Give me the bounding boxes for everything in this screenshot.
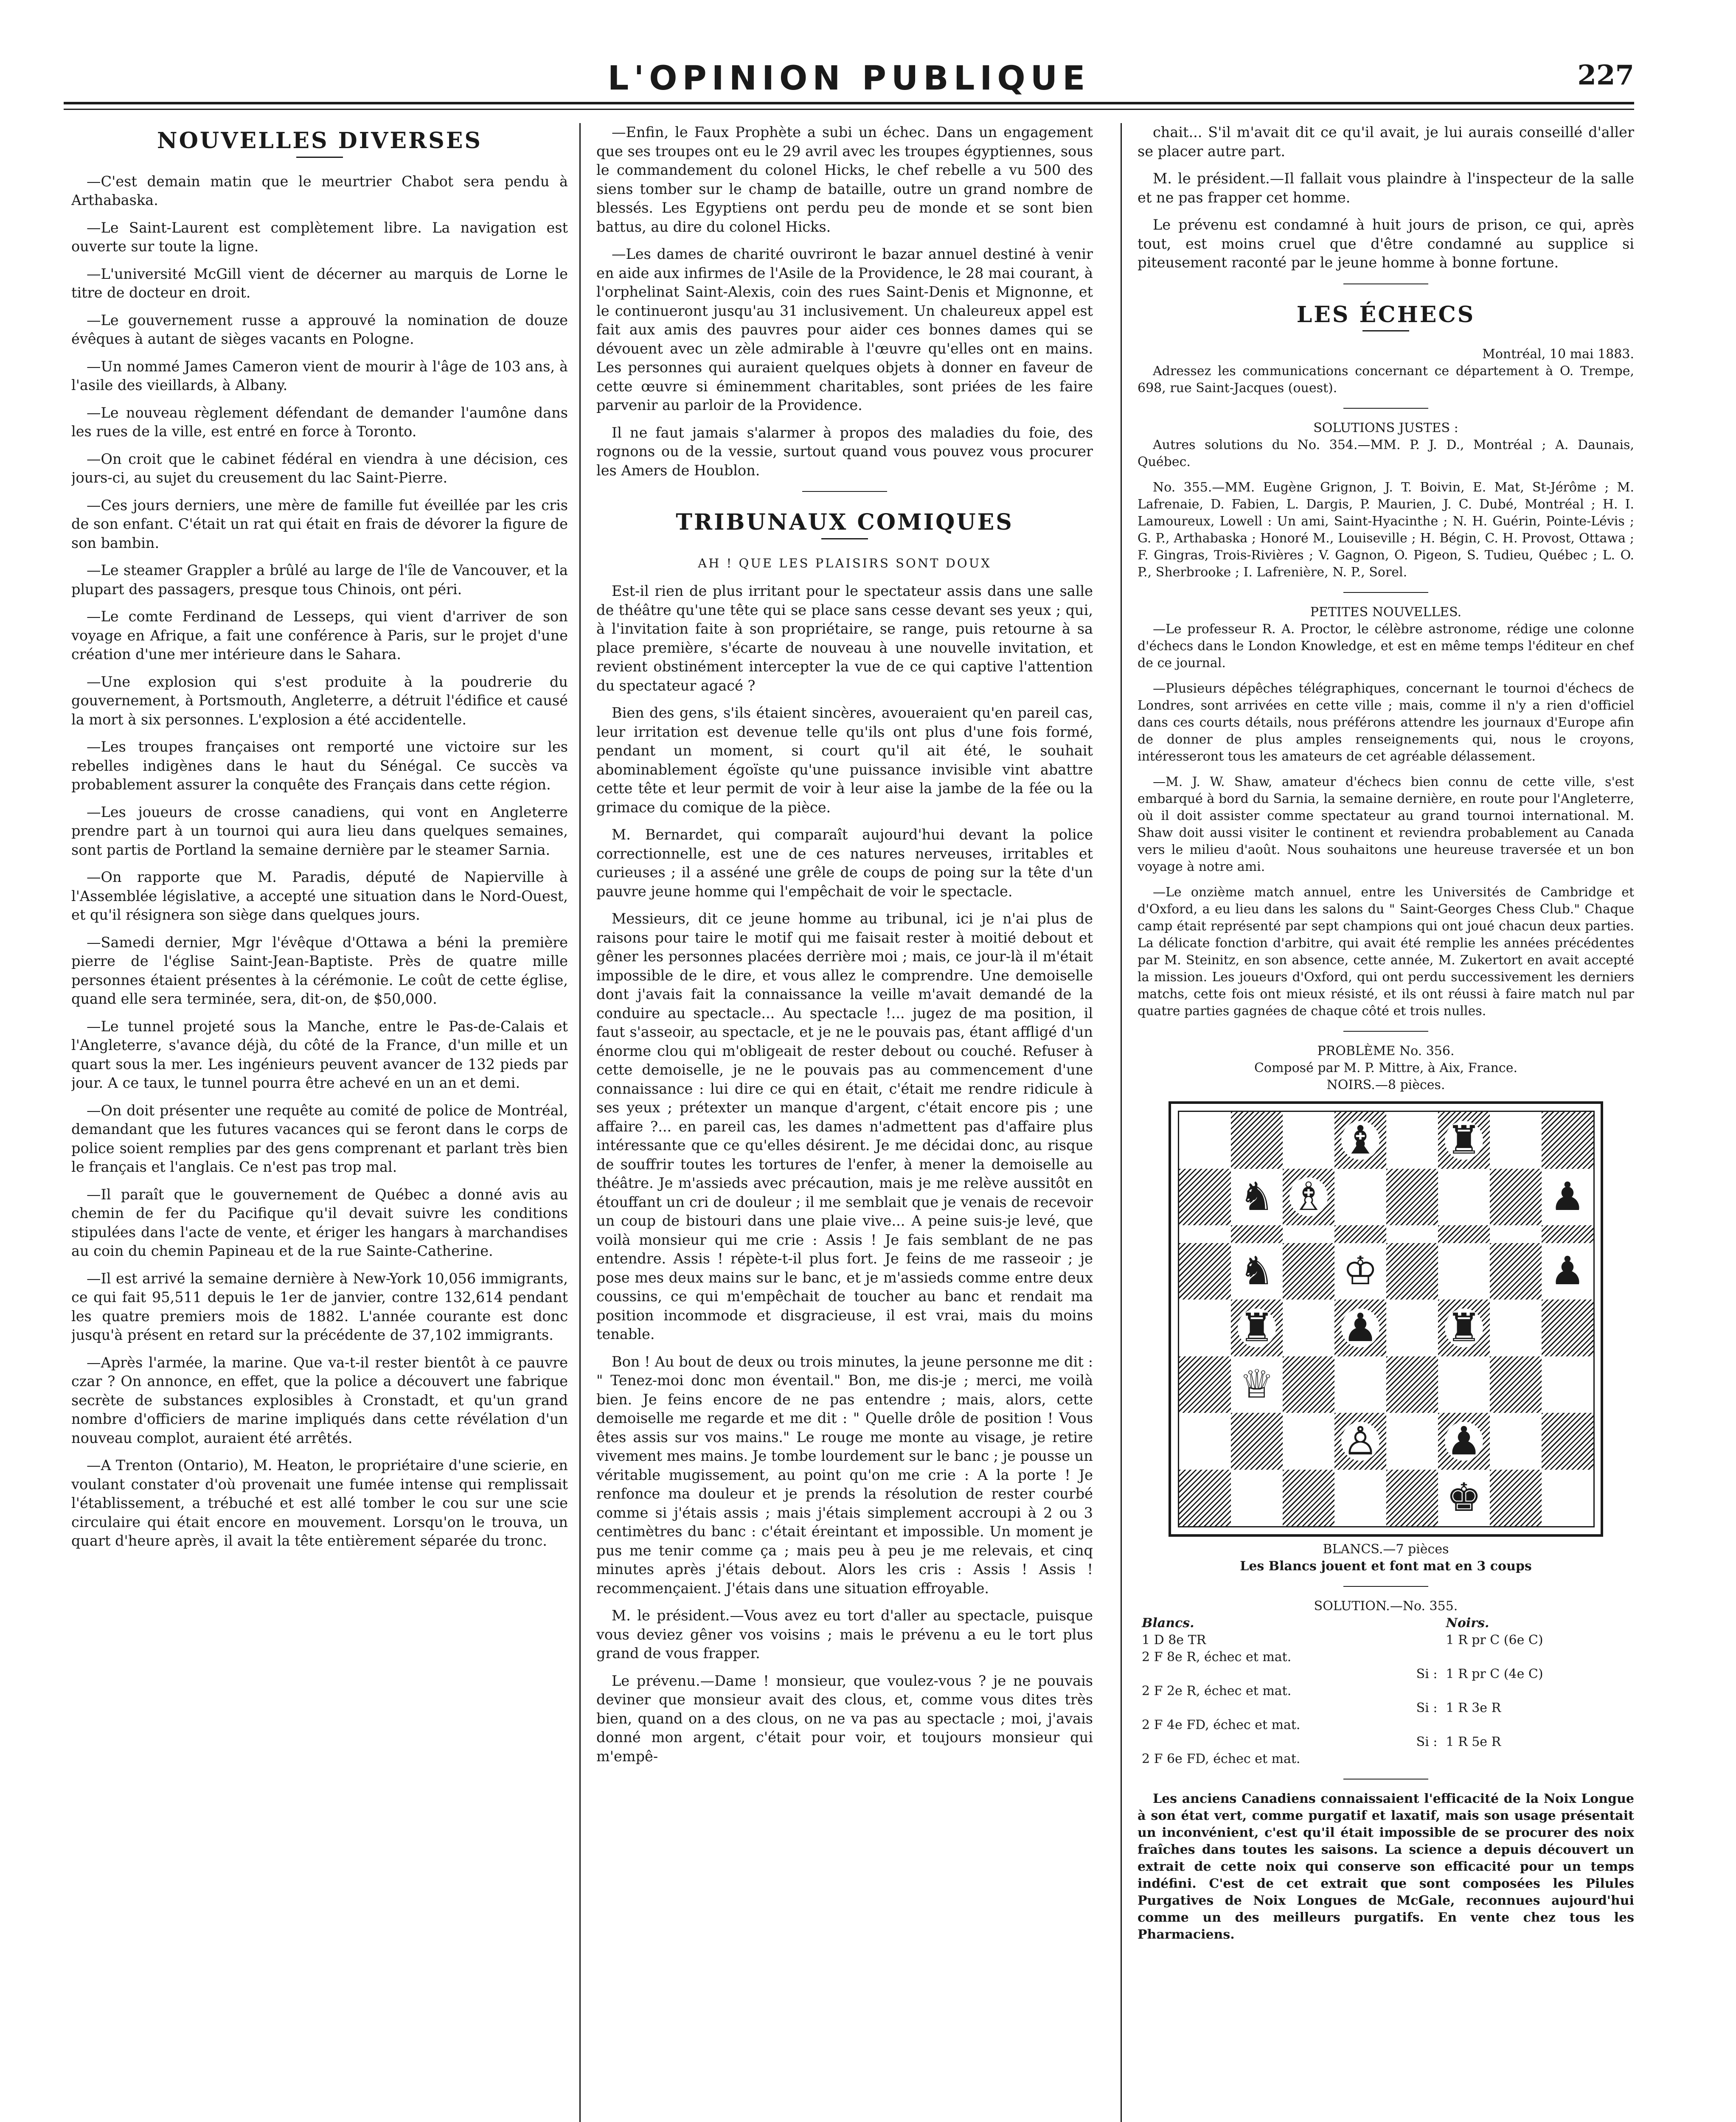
board-square — [1490, 1225, 1542, 1243]
board-square — [1490, 1243, 1542, 1300]
board-square — [1438, 1225, 1490, 1243]
white-move: 1 D 8e TR — [1142, 1633, 1206, 1648]
section-headline: TRIBUNAUX COMIQUES — [676, 509, 1014, 535]
column-2 — [596, 123, 1093, 2122]
address-notice: Adressez les communications concernant ce département à O. Trempe, 698, rue Saint-Jacques (ouest). — [1138, 364, 1634, 396]
news-item: —Ces jours derniers, une mère de famille fut éveillée par les cris de son enfant. C'était un rat qui était en frais de dévorer la figure de son bambin. — [71, 497, 568, 551]
board-square — [1542, 1413, 1593, 1470]
board-square — [1438, 1413, 1490, 1470]
section-headline: NOUVELLES DIVERSES — [157, 128, 482, 154]
problem-caption: Les Blancs jouent et font mat en 3 coups — [1240, 1559, 1532, 1574]
black-move — [1441, 1717, 1634, 1734]
divider — [1343, 283, 1428, 284]
white-move: 2 F 2e R, échec et mat. — [1142, 1684, 1292, 1698]
solution-table — [1138, 1615, 1634, 1768]
chess-piece-icon: ♟ — [1548, 1252, 1587, 1291]
black-column-header: Noirs. — [1446, 1616, 1489, 1631]
board-square — [1386, 1300, 1438, 1356]
move-row — [1138, 1734, 1634, 1751]
board-square — [1334, 1243, 1386, 1300]
news-item: —A Trenton (Ontario), M. Heaton, le propriétaire d'une scierie, en voulant constater d'où provenait une fumée intense qui remplissait l'établissement, a trébuché et est allé tomber le cou sur une scie circulaire qui était encore en mouvement. Lorsqu'on le trouva, un quart d'heure après, il avait la tête entièrement séparée du tronc. — [71, 1457, 568, 1549]
masthead-rule — [64, 102, 1634, 104]
white-column-header: Blancs. — [1142, 1616, 1194, 1631]
board-square — [1490, 1356, 1542, 1413]
chess-piece-icon: ♞ — [1238, 1252, 1276, 1291]
column-divider — [1121, 123, 1122, 2122]
white-move: Si : — [1416, 1735, 1438, 1749]
news-item: —Enfin, le Faux Prophète a subi un échec. Dans un engagement que ses troupes ont eu le 29 avril avec les troupes égyptiennes, sous le commandement du colonel Hicks, le chef rebelle a vu 500 des siens tomber sur le champ de bataille, outre un grand nombre de blessés. Les Egyptiens ont perdu peu de monde et se sont bien battus, au dire du colonel Hicks. — [596, 124, 1093, 235]
story-paragraph: M. Bernardet, qui comparaît aujourd'hui devant la police correctionnelle, est une de ces natures nerveuses, irritables et curieuses ; il a asséné une grêle de coups de poing sur la tête d'un pauvre jeune homme qui l'empêchait de voir le spectacle. — [596, 826, 1093, 900]
chess-piece-icon: ♜ — [1445, 1308, 1483, 1347]
white-pieces-label: BLANCS.—7 pièces — [1323, 1542, 1449, 1557]
board-square — [1438, 1243, 1490, 1300]
white-move: 2 F 4e FD, échec et mat. — [1142, 1718, 1301, 1732]
news-heading: PETITES NOUVELLES. — [1310, 605, 1462, 620]
headline-rule — [821, 538, 868, 539]
news-item: —Un nommé James Cameron vient de mourir à l'âge de 103 ans, à l'asile des vieillards, à Albany. — [71, 358, 568, 393]
news-item: —Le comte Ferdinand de Lesseps, qui vient d'arriver de son voyage en Afrique, a fait une conférence à Paris, sur le projet d'une création d'une mer intérieure dans le Sahara. — [71, 608, 568, 662]
move-row — [1138, 1649, 1634, 1666]
board-square — [1231, 1243, 1283, 1300]
board-square — [1283, 1225, 1334, 1243]
news-item: Il ne faut jamais s'alarmer à propos des maladies du foie, des rognons ou de la vessie, surtout quand vous pouvez vous procurer les Amers de Houblon. — [596, 424, 1093, 479]
advertisement: Les anciens Canadiens connaissaient l'efficacité de la Noix Longue à son état vert, comme purgatif et laxatif, mais son usage présentait un inconvénient, c'est qu'il était impossible de se procurer des noix fraîches dans toutes les saisons. La science a depuis découvert un extrait de cette noix qui conserve son efficacité pour un temps indéfini. C'est de cet extrait que sont composées les Pilules Purgatives de Noix Longues de McGale, reconnues aujourd'hui comme un des meilleurs purgatifs. En vente chez tous les Pharmaciens. — [1138, 1791, 1634, 1942]
board-square — [1231, 1169, 1283, 1226]
story-paragraph: Est-il rien de plus irritant pour le spectateur assis dans une salle de théâtre qu'une tête qui se place sans cesse devant ses yeux ; qui, à l'invitation faite à son propriétaire, se range, puis retourne à sa place première, s'écarte de nouveau à une nouvelle invitation, et revient obstinément intercepter la vue de ce qui captive l'attention du spectateur agacé ? — [596, 583, 1093, 694]
board-square — [1334, 1300, 1386, 1356]
board-square — [1542, 1112, 1593, 1169]
board-square — [1179, 1225, 1231, 1243]
divider — [1343, 1586, 1428, 1587]
solutions-list — [1138, 437, 1634, 581]
board-square — [1179, 1300, 1231, 1356]
board-square — [1179, 1169, 1231, 1226]
board-square — [1231, 1356, 1283, 1413]
board-square — [1334, 1112, 1386, 1169]
chess-news-item: —Plusieurs dépêches télégraphiques, concernant le tournoi d'échecs de Londres, sont arrivées en cette ville ; mais, comme il n'y a rien d'officiel dans ces courts détails, nous préférons attendre les journaux d'Europe afin de donner de plus amples renseignements qui, nous le croyons, intéresseront tous les amateurs de cet agréable délassement. — [1138, 681, 1634, 764]
news-item: —Il paraît que le gouvernement de Québec a donné avis au chemin de fer du Pacifique qu'il devait suivre les conditions stipulées dans l'acte de vente, et ériger les hangars à marchandises au coin du chemin Papineau et de la rue Sainte-Catherine. — [71, 1186, 568, 1259]
board-square — [1490, 1413, 1542, 1470]
solution-moves — [1138, 1632, 1634, 1768]
white-move: Si : — [1416, 1701, 1438, 1715]
news-item: —Les joueurs de crosse canadiens, qui vont en Angleterre prendre part à un tournoi qui aura lieu dans quelques semaines, sont partis de Portland la semaine dernière par le steamer Sarnia. — [71, 803, 568, 858]
chess-diagram — [1169, 1101, 1603, 1537]
board-square — [1334, 1413, 1386, 1470]
board-square — [1386, 1225, 1438, 1243]
board-square — [1179, 1413, 1231, 1470]
page-number: 227 — [1577, 59, 1634, 91]
news-item: —Les dames de charité ouvriront le bazar annuel destiné à venir en aide aux infirmes de l'Asile de la Providence, le 28 mai courant, à l'orphelinat Saint-Alexis, coin des rues Saint-Denis et Mignonne, et le continueront jusqu'au 31 inclusivement. Un chaleureux appel est fait aux amis des pauvres pour aider ces bonnes dames qui se dévouent avec un zèle admirable à l'œuvre qu'elles ont en mains. Les personnes qui auraient quelques objets à donner en faveur de cette œuvre si éminemment charitables, sont priées de les faire parvenir au parloir de la Providence. — [596, 246, 1093, 413]
newspaper-title: L'OPINION PUBLIQUE — [607, 59, 1090, 98]
chess-news-list — [1138, 621, 1634, 1020]
column-3 — [1138, 123, 1634, 2122]
chess-news-item: —Le professeur R. A. Proctor, le célèbre astronome, rédige une colonne d'échecs dans le London Knowledge, et est en même temps l'éditeur en chef de ce journal. — [1138, 622, 1634, 671]
board-square — [1179, 1112, 1231, 1169]
news-item: —Le gouvernement russe a approuvé la nomination de douze évêques à autant de sièges vacants en Pologne. — [71, 312, 568, 347]
move-row — [1138, 1717, 1634, 1734]
chess-piece-icon: ♜ — [1445, 1121, 1483, 1160]
board-square — [1334, 1356, 1386, 1413]
divider — [1343, 592, 1428, 593]
problem-composer: Composé par M. P. Mittre, à Aix, France. — [1254, 1061, 1518, 1075]
article-subhead: AH ! QUE LES PLAISIRS SONT DOUX — [698, 556, 992, 570]
board-square — [1542, 1470, 1593, 1527]
board-square — [1231, 1225, 1283, 1243]
board-square — [1386, 1356, 1438, 1413]
black-move — [1441, 1751, 1634, 1768]
section-headline: LES ÉCHECS — [1296, 301, 1475, 328]
news-item: —On doit présenter une requête au comité de police de Montréal, demandant que les futures vacances qui se feront dans le corps de police soient remplies par des gens comprenant et parlant très bien le français et l'anglais. Ce n'est pas trop mal. — [71, 1102, 568, 1175]
column-divider — [579, 123, 581, 2122]
chess-piece-icon: ♗ — [1289, 1177, 1328, 1216]
board-square — [1231, 1300, 1283, 1356]
board-square — [1283, 1243, 1334, 1300]
article-body-continued — [1138, 123, 1634, 272]
chess-piece-icon: ♕ — [1238, 1365, 1276, 1404]
move-row — [1138, 1632, 1634, 1649]
board-square — [1542, 1356, 1593, 1413]
solution-entry: Autres solutions du No. 354.—MM. P. J. D., Montréal ; A. Daunais, Québec. — [1138, 438, 1634, 469]
story-paragraph: chait... S'il m'avait dit ce qu'il avait, je lui aurais conseillé d'aller se placer autre part. — [1138, 124, 1634, 160]
news-item: —On croit que le cabinet fédéral en viendra à une décision, ces jours-ci, au sujet du creusement du lac Saint-Pierre. — [71, 450, 568, 486]
solution-heading: SOLUTION.—No. 355. — [1314, 1599, 1458, 1614]
divider — [1343, 1031, 1428, 1032]
board-square — [1542, 1225, 1593, 1243]
board-square — [1283, 1300, 1334, 1356]
board-square — [1490, 1300, 1542, 1356]
chess-piece-icon: ♚ — [1445, 1478, 1483, 1517]
move-row — [1138, 1666, 1634, 1683]
board-square — [1490, 1112, 1542, 1169]
solutions-heading: SOLUTIONS JUSTES : — [1313, 421, 1458, 435]
white-move: 2 F 6e FD, échec et mat. — [1142, 1751, 1301, 1766]
board-square — [1231, 1470, 1283, 1527]
white-move: Si : — [1416, 1667, 1438, 1681]
story-paragraph: M. le président.—Vous avez eu tort d'aller au spectacle, puisque vous deviez gêner vos voisins ; mais le prévenu a eu le tort plus grand de vous frapper. — [596, 1607, 1093, 1662]
chess-news-item: —Le onzième match annuel, entre les Universités de Cambridge et d'Oxford, a eu lieu dans les salons du " Saint-Georges Chess Club." Chaque camp était représenté par sept champions qui ont joué chacun deux parties. La délicate fonction d'arbitre, qui avait été remplie les années précédentes par M. Steinitz, en son absence, cette année, M. Zukertort en avait accepté la mission. Les joueurs d'Oxford, qui ont perdu successivement les derniers matchs, cette fois ont mieux résisté, et ils ont réussi à faire match nul par quatre parties gagnées de chaque côté et trois nulles. — [1138, 885, 1634, 1019]
board-square — [1386, 1169, 1438, 1226]
story-paragraph: Messieurs, dit ce jeune homme au tribunal, ici je n'ai plus de raisons pour taire le motif qui me faisait rester à moitié debout et gêner les personnes placées derrière moi ; mais, ce jour-là il m'était impossible de le dire, et vous allez le comprendre. Une demoiselle dont j'avais fait la connaissance la veille m'avait demandé de la conduire au spectacle... Au spectacle !... jugez de ma position, il faut s'asseoir, au spectacle, et je ne le pouvais pas, étant affligé d'un énorme clou qui m'obligeait de rester debout ou couché. Refuser à cette demoiselle, je ne le pouvais pas au commencement d'une connaissance : lui dire ce qui en était, c'était me rendre ridicule à ses yeux ; prétexter un manque d'argent, c'était encore pis ; une affaire ?... en pareil cas, les dames n'admettent pas d'affaire plus intéressante que ce qu'elles désirent. Je me décidai donc, au risque de souffrir toutes les tortures de l'enfer, à mener la demoiselle au théâtre. Je m'assieds avec précaution, mais je me relève aussitôt en étouffant un cri de douleur ; il me semblait que je venais de recevoir un coup de bistouri dans une plaie vive... A peine suis-je levé, que voilà monsieur qui me crie : Assis ! Je fais semblant de ne pas entendre. Assis ! répète-t-il plus fort. Je feins de me rasseoir ; je pose mes deux mains sur le banc, et je m'assieds comme entre deux coussins, ce qui m'empêchait de toucher au banc et rendait ma position incommode et disgracieuse, il est vrai, mais du moins tenable. — [596, 910, 1093, 1342]
news-item: —Il est arrivé la semaine dernière à New-York 10,056 immigrants, ce qui fait 95,511 depuis le 1er de janvier, contre 132,614 pendant les quatre premiers mois de 1882. L'année courante est donc jusqu'à présent en retard sur la précédente de 37,102 immigrants. — [71, 1270, 568, 1343]
board-square — [1386, 1470, 1438, 1527]
news-item: —Le tunnel projeté sous la Manche, entre le Pas-de-Calais et l'Angleterre, s'avance déjà, du côté de la France, d'un mille et un quart sous la mer. Les ingénieurs peuvent avancer de 132 pieds par jour. A ce taux, le tunnel pourra être achevé en un an et demi. — [71, 1018, 568, 1091]
news-list — [71, 172, 568, 1551]
news-item: —Le Saint-Laurent est complètement libre. La navigation est ouverte sur toute la ligne. — [71, 219, 568, 255]
story-paragraph: Le prévenu est condamné à huit jours de prison, ce qui, après tout, est moins cruel que d'être condamné au supplice si piteusement raconté par le jeune homme à bonne fortune. — [1138, 216, 1634, 271]
chess-news-item: —M. J. W. Shaw, amateur d'échecs bien connu de cette ville, s'est embarqué à bord du Sarnia, la semaine dernière, en route pour l'Angleterre, où il doit assister comme spectateur au grand tournoi international. M. Shaw doit aussi visiter le continent et reviendra probablement au Canada vers le milieu d'août. Nous souhaitons une heureuse traversée et un bon voyage à notre ami. — [1138, 775, 1634, 874]
board-square — [1231, 1112, 1283, 1169]
news-item: —Samedi dernier, Mgr l'évêque d'Ottawa a béni la première pierre de l'église Saint-Jean-Baptiste. Près de quatre mille personnes étaient présentes à la cérémonie. Le coût de cette église, quand elle sera terminée, sera, dit-on, de $50,000. — [71, 934, 568, 1007]
solution-entry: No. 355.—MM. Eugène Grignon, J. T. Boivin, E. Mat, St-Jérôme ; M. Lafrenaie, D. Fabien, L. Dargis, P. Maurien, J. C. Dubé, Montréal ; H. I. Lamoureux, Lowell : Un ami, Saint-Hyacinthe ; N. H. Guérin, Pointe-Lévis ; G. P., Arthabaska ; Honoré M., Louiseville ; H. Bégin, C. H. Provost, Ottawa ; F. Gingras, Trois-Rivières ; V. Gagnon, O. Pigeon, S. Tudieu, Québec ; L. O. P., Sherbrooke ; I. Lafrenière, N. P., Sorel. — [1138, 480, 1634, 580]
news-item: —Les troupes françaises ont remporté une victoire sur les rebelles indigènes dans le haut du Sénégal. Ce succès va probablement assurer la conquête des Français dans cette région. — [71, 738, 568, 793]
chess-piece-icon: ♜ — [1238, 1308, 1276, 1347]
black-move: 1 R pr C (4e C) — [1446, 1667, 1543, 1681]
chess-piece-icon: ♔ — [1341, 1252, 1379, 1291]
move-row — [1138, 1700, 1634, 1717]
board-square — [1179, 1470, 1231, 1527]
story-paragraph: M. le président.—Il fallait vous plaindre à l'inspecteur de la salle et ne pas frapper cet homme. — [1138, 170, 1634, 206]
board-square — [1386, 1413, 1438, 1470]
divider — [802, 491, 887, 492]
board-square — [1438, 1470, 1490, 1527]
black-move: 1 R pr C (6e C) — [1446, 1633, 1543, 1648]
board-square — [1283, 1470, 1334, 1527]
chess-piece-icon: ♝ — [1341, 1121, 1379, 1160]
board-square — [1386, 1243, 1438, 1300]
board-square — [1542, 1169, 1593, 1226]
article-body — [596, 582, 1093, 1766]
board-square — [1283, 1112, 1334, 1169]
black-move: 1 R 3e R — [1446, 1701, 1501, 1715]
news-item: —Après l'armée, la marine. Que va-t-il rester bientôt à ce pauvre czar ? On annonce, en effet, que la police a découvert une fabrique secrète de substances explosibles à Cronstadt, et qu'un grand nombre d'officiers de marine impliqués dans cette révélation d'un nouveau complot, auraient été arrêtés. — [71, 1354, 568, 1446]
news-item: —On rapporte que M. Paradis, député de Napierville à l'Assemblée législative, a accepté une situation dans le Nord-Ouest, et qu'il résignera son siège dans quelques jours. — [71, 869, 568, 923]
board-square — [1490, 1169, 1542, 1226]
board-square — [1438, 1300, 1490, 1356]
board-square — [1438, 1169, 1490, 1226]
move-row — [1138, 1683, 1634, 1700]
board-square — [1386, 1112, 1438, 1169]
board-square — [1231, 1413, 1283, 1470]
story-paragraph: Bon ! Au bout de deux ou trois minutes, la jeune personne me dit : " Tenez-moi donc mon éventail." Bon, me dis-je ; merci, me voilà bien. Je feins encore de ne pas entendre ; mais, alors, cette demoiselle me regarde et me dit : " Quelle drôle de position ! Vous êtes assis sur vos mains." Le rouge me monte au visage, je retire vivement mes mains. Je tombe lourdement sur le banc ; je pousse un véritable mugissement, au point qu'on me crie : A la porte ! Je renfonce ma douleur et je prends la résolution de rester courbé comme si j'étais assis ; mais j'étais simplement accroupi à 2 ou 3 centimètres du banc : c'était éreintant et impossible. Un moment je pus me tenir comme ça ; mais peu à peu je me relevais, et cinq minutes après j'étais debout. Alors les cris : Assis ! Assis ! recommençaient. J'étais dans une situation effroyable. — [596, 1353, 1093, 1597]
news-item: —Le nouveau règlement défendant de demander l'aumône dans les rues de la ville, est entré en force à Toronto. — [71, 404, 568, 440]
dateline: Montréal, 10 mai 1883. — [1482, 347, 1634, 362]
column-1 — [71, 123, 568, 2122]
divider — [1343, 408, 1428, 409]
board-square — [1334, 1169, 1386, 1226]
board-square — [1542, 1243, 1593, 1300]
story-paragraph: Le prévenu.—Dame ! monsieur, que voulez-vous ? je ne pouvais deviner que monsieur avait des clous, et, comme vous dites très bien, quand on a des clous, on ne va pas au spectacle ; moi, j'avais donné mon argent, c'était pour voir, et toujours monsieur qui m'empê- — [596, 1672, 1093, 1765]
black-move: 1 R 5e R — [1446, 1735, 1501, 1749]
problem-heading: PROBLÈME No. 356. — [1317, 1044, 1455, 1058]
story-paragraph: Bien des gens, s'ils étaient sincères, avoueraient qu'en pareil cas, leur irritation est devenue telle qu'ils ont plus d'une fois formé, pendant un moment, si court qu'il ait été, le souhait abominablement égoïste qu'une puissance invisible vint abattre cette tête et leur permit de voir à leur aise la jambe de la fée ou la grimace du comique de la pièce. — [596, 705, 1093, 816]
board-square — [1283, 1413, 1334, 1470]
news-item: —Une explosion qui s'est produite à la poudrerie du gouvernement, à Portsmouth, Angleterre, a détruit l'édifice et causé la mort à six personnes. L'explosion a été accidentelle. — [71, 673, 568, 728]
board-square — [1179, 1243, 1231, 1300]
divider — [1343, 1779, 1428, 1780]
board-square — [1334, 1470, 1386, 1527]
news-item: —C'est demain matin que le meurtrier Chabot sera pendu à Arthabaska. — [71, 173, 568, 208]
news-list — [596, 123, 1093, 480]
board-square — [1438, 1356, 1490, 1413]
news-item: —L'université McGill vient de décerner au marquis de Lorne le titre de docteur en droit. — [71, 265, 568, 301]
black-move — [1441, 1683, 1634, 1700]
board-square — [1283, 1169, 1334, 1226]
chess-piece-icon: ♟ — [1445, 1422, 1483, 1461]
board-square — [1542, 1300, 1593, 1356]
headline-rule — [1362, 330, 1409, 331]
black-move — [1441, 1649, 1634, 1666]
board-square — [1490, 1470, 1542, 1527]
board-square — [1438, 1112, 1490, 1169]
chess-piece-icon: ♙ — [1341, 1422, 1379, 1461]
chess-piece-icon: ♟ — [1548, 1177, 1587, 1216]
masthead-rule-thin — [64, 109, 1634, 110]
solution-header-row — [1138, 1615, 1634, 1632]
black-pieces-label: NOIRS.—8 pièces. — [1326, 1078, 1445, 1092]
chess-piece-icon: ♟ — [1341, 1308, 1379, 1347]
masthead — [64, 59, 1634, 106]
move-row — [1138, 1751, 1634, 1768]
chess-piece-icon: ♞ — [1238, 1177, 1276, 1216]
white-move: 2 F 8e R, échec et mat. — [1142, 1650, 1292, 1664]
news-item: —Le steamer Grappler a brûlé au large de l'île de Vancouver, et la plupart des passagers, presque tous Chinois, ont péri. — [71, 562, 568, 598]
chess-board — [1178, 1111, 1595, 1527]
board-square — [1283, 1356, 1334, 1413]
board-square — [1179, 1356, 1231, 1413]
headline-rule — [296, 157, 343, 158]
board-square — [1334, 1225, 1386, 1243]
